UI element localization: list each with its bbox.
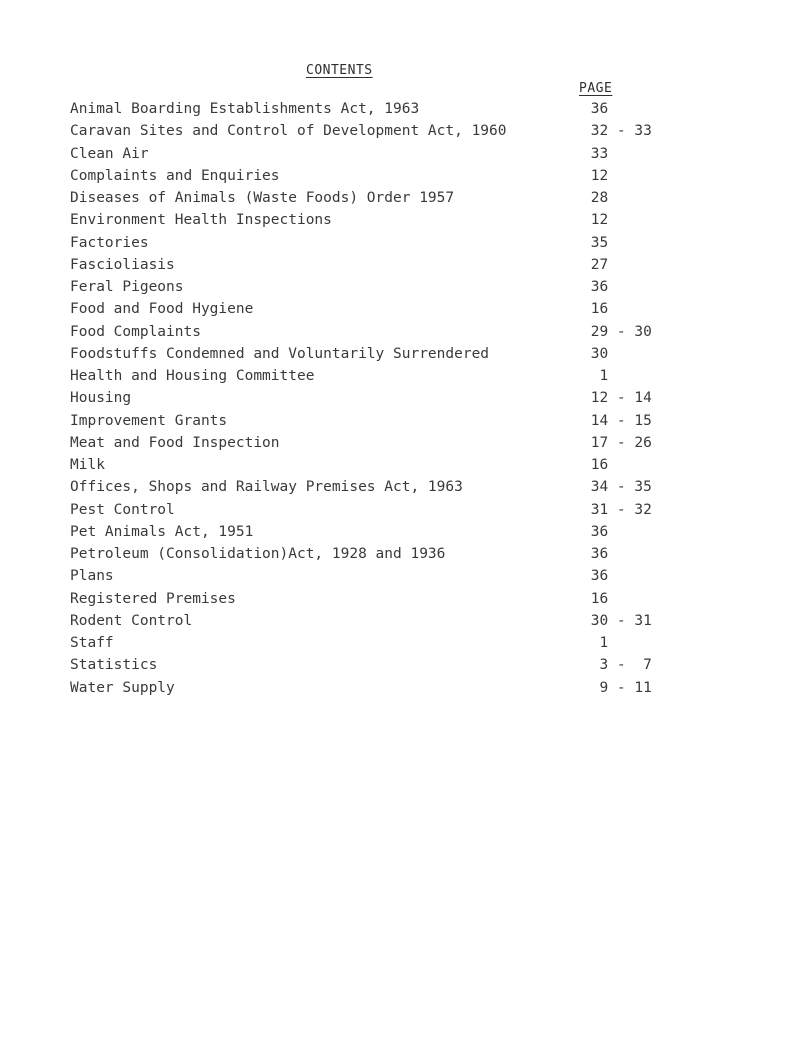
entry-page-number: 1 (582, 635, 609, 651)
entry-title: Plans (70, 568, 114, 585)
entry-page-number: 28 (582, 190, 609, 206)
entry-title: Offices, Shops and Railway Premises Act, 1963 (70, 479, 463, 496)
entry-title: Rodent Control (70, 612, 193, 629)
contents-entry (70, 387, 710, 409)
entry-title: Fascioliasis (70, 256, 175, 273)
contents-entry (70, 143, 710, 165)
entry-page-number: 3 - 7 (582, 657, 652, 674)
contents-entry (70, 321, 710, 343)
contents-entry (70, 209, 710, 231)
entry-page-number: 36 (582, 279, 609, 295)
entry-page-number: 14 - 15 (582, 412, 652, 429)
entry-title: Staff (70, 635, 114, 651)
contents-entry (70, 165, 710, 187)
contents-entry (70, 588, 710, 610)
entry-page-number: 17 - 26 (582, 434, 652, 451)
entry-title: Caravan Sites and Control of Development Act, 1960 (70, 123, 507, 140)
contents-list (70, 98, 710, 699)
entry-page-number: 9 - 11 (582, 679, 652, 696)
entry-title: Health and Housing Committee (70, 368, 315, 384)
contents-entry (70, 254, 710, 276)
entry-page-number: 35 (582, 234, 609, 251)
entry-title: Clean Air (70, 145, 149, 162)
contents-entry (70, 276, 710, 298)
entry-page-number: 30 (582, 345, 609, 362)
page-column-header: PAGE (579, 81, 613, 96)
entry-page-number: 12 (582, 167, 609, 184)
entry-title: Pet Animals Act, 1951 (70, 523, 254, 540)
entry-page-number: 36 (582, 546, 609, 562)
entry-page-number: 12 (582, 212, 609, 229)
contents-entry (70, 610, 710, 632)
entry-title: Environment Health Inspections (70, 212, 332, 229)
entry-page-number: 34 - 35 (582, 479, 652, 496)
entry-title: Housing (70, 390, 132, 407)
entry-page-number: 33 (582, 145, 609, 162)
entry-title: Registered Premises (70, 590, 236, 607)
contents-entry (70, 454, 710, 476)
contents-entry (70, 432, 710, 454)
entry-title: Petroleum (Consolidation)Act, 1928 and 1936 (70, 546, 446, 562)
entry-page-number: 30 - 31 (582, 612, 652, 629)
entry-title: Food Complaints (70, 323, 201, 340)
contents-entry (70, 565, 710, 587)
entry-title: Milk (70, 457, 105, 473)
entry-page-number: 12 - 14 (582, 390, 652, 407)
contents-entry (70, 120, 710, 142)
contents-entry (70, 343, 710, 365)
contents-entry (70, 654, 710, 676)
entry-title: Pest Control (70, 501, 175, 518)
entry-title: Feral Pigeons (70, 279, 184, 295)
contents-entry (70, 410, 710, 432)
entry-title: Improvement Grants (70, 412, 228, 429)
entry-page-number: 36 (582, 101, 609, 117)
contents-entry (70, 298, 710, 320)
entry-page-number: 31 - 32 (582, 501, 652, 518)
entry-page-number: 16 (582, 590, 609, 607)
entry-page-number: 16 (582, 301, 609, 318)
contents-entry (70, 98, 710, 120)
entry-title: Water Supply (70, 679, 175, 696)
entry-page-number: 1 (582, 368, 609, 384)
entry-title: Animal Boarding Establishments Act, 1963 (70, 101, 420, 117)
contents-entry (70, 232, 710, 254)
entry-page-number: 29 - 30 (582, 323, 652, 340)
contents-entry (70, 187, 710, 209)
contents-title: CONTENTS (306, 63, 373, 78)
contents-entry (70, 476, 710, 498)
entry-title: Meat and Food Inspection (70, 434, 280, 451)
entry-title: Foodstuffs Condemned and Voluntarily Surrendered (70, 345, 490, 362)
contents-entry (70, 632, 710, 654)
contents-entry (70, 499, 710, 521)
contents-entry (70, 677, 710, 699)
entry-title: Diseases of Animals (Waste Foods) Order 1957 (70, 190, 455, 206)
entry-page-number: 36 (582, 523, 609, 540)
contents-entry (70, 521, 710, 543)
entry-title: Food and Food Hygiene (70, 301, 254, 318)
entry-page-number: 36 (582, 568, 609, 585)
contents-entry (70, 365, 710, 387)
entry-page-number: 16 (582, 457, 609, 473)
entry-title: Complaints and Enquiries (70, 167, 280, 184)
entry-title: Statistics (70, 657, 158, 674)
contents-entry (70, 543, 710, 565)
entry-title: Factories (70, 234, 149, 251)
entry-page-number: 32 - 33 (582, 123, 652, 140)
entry-page-number: 27 (582, 256, 609, 273)
